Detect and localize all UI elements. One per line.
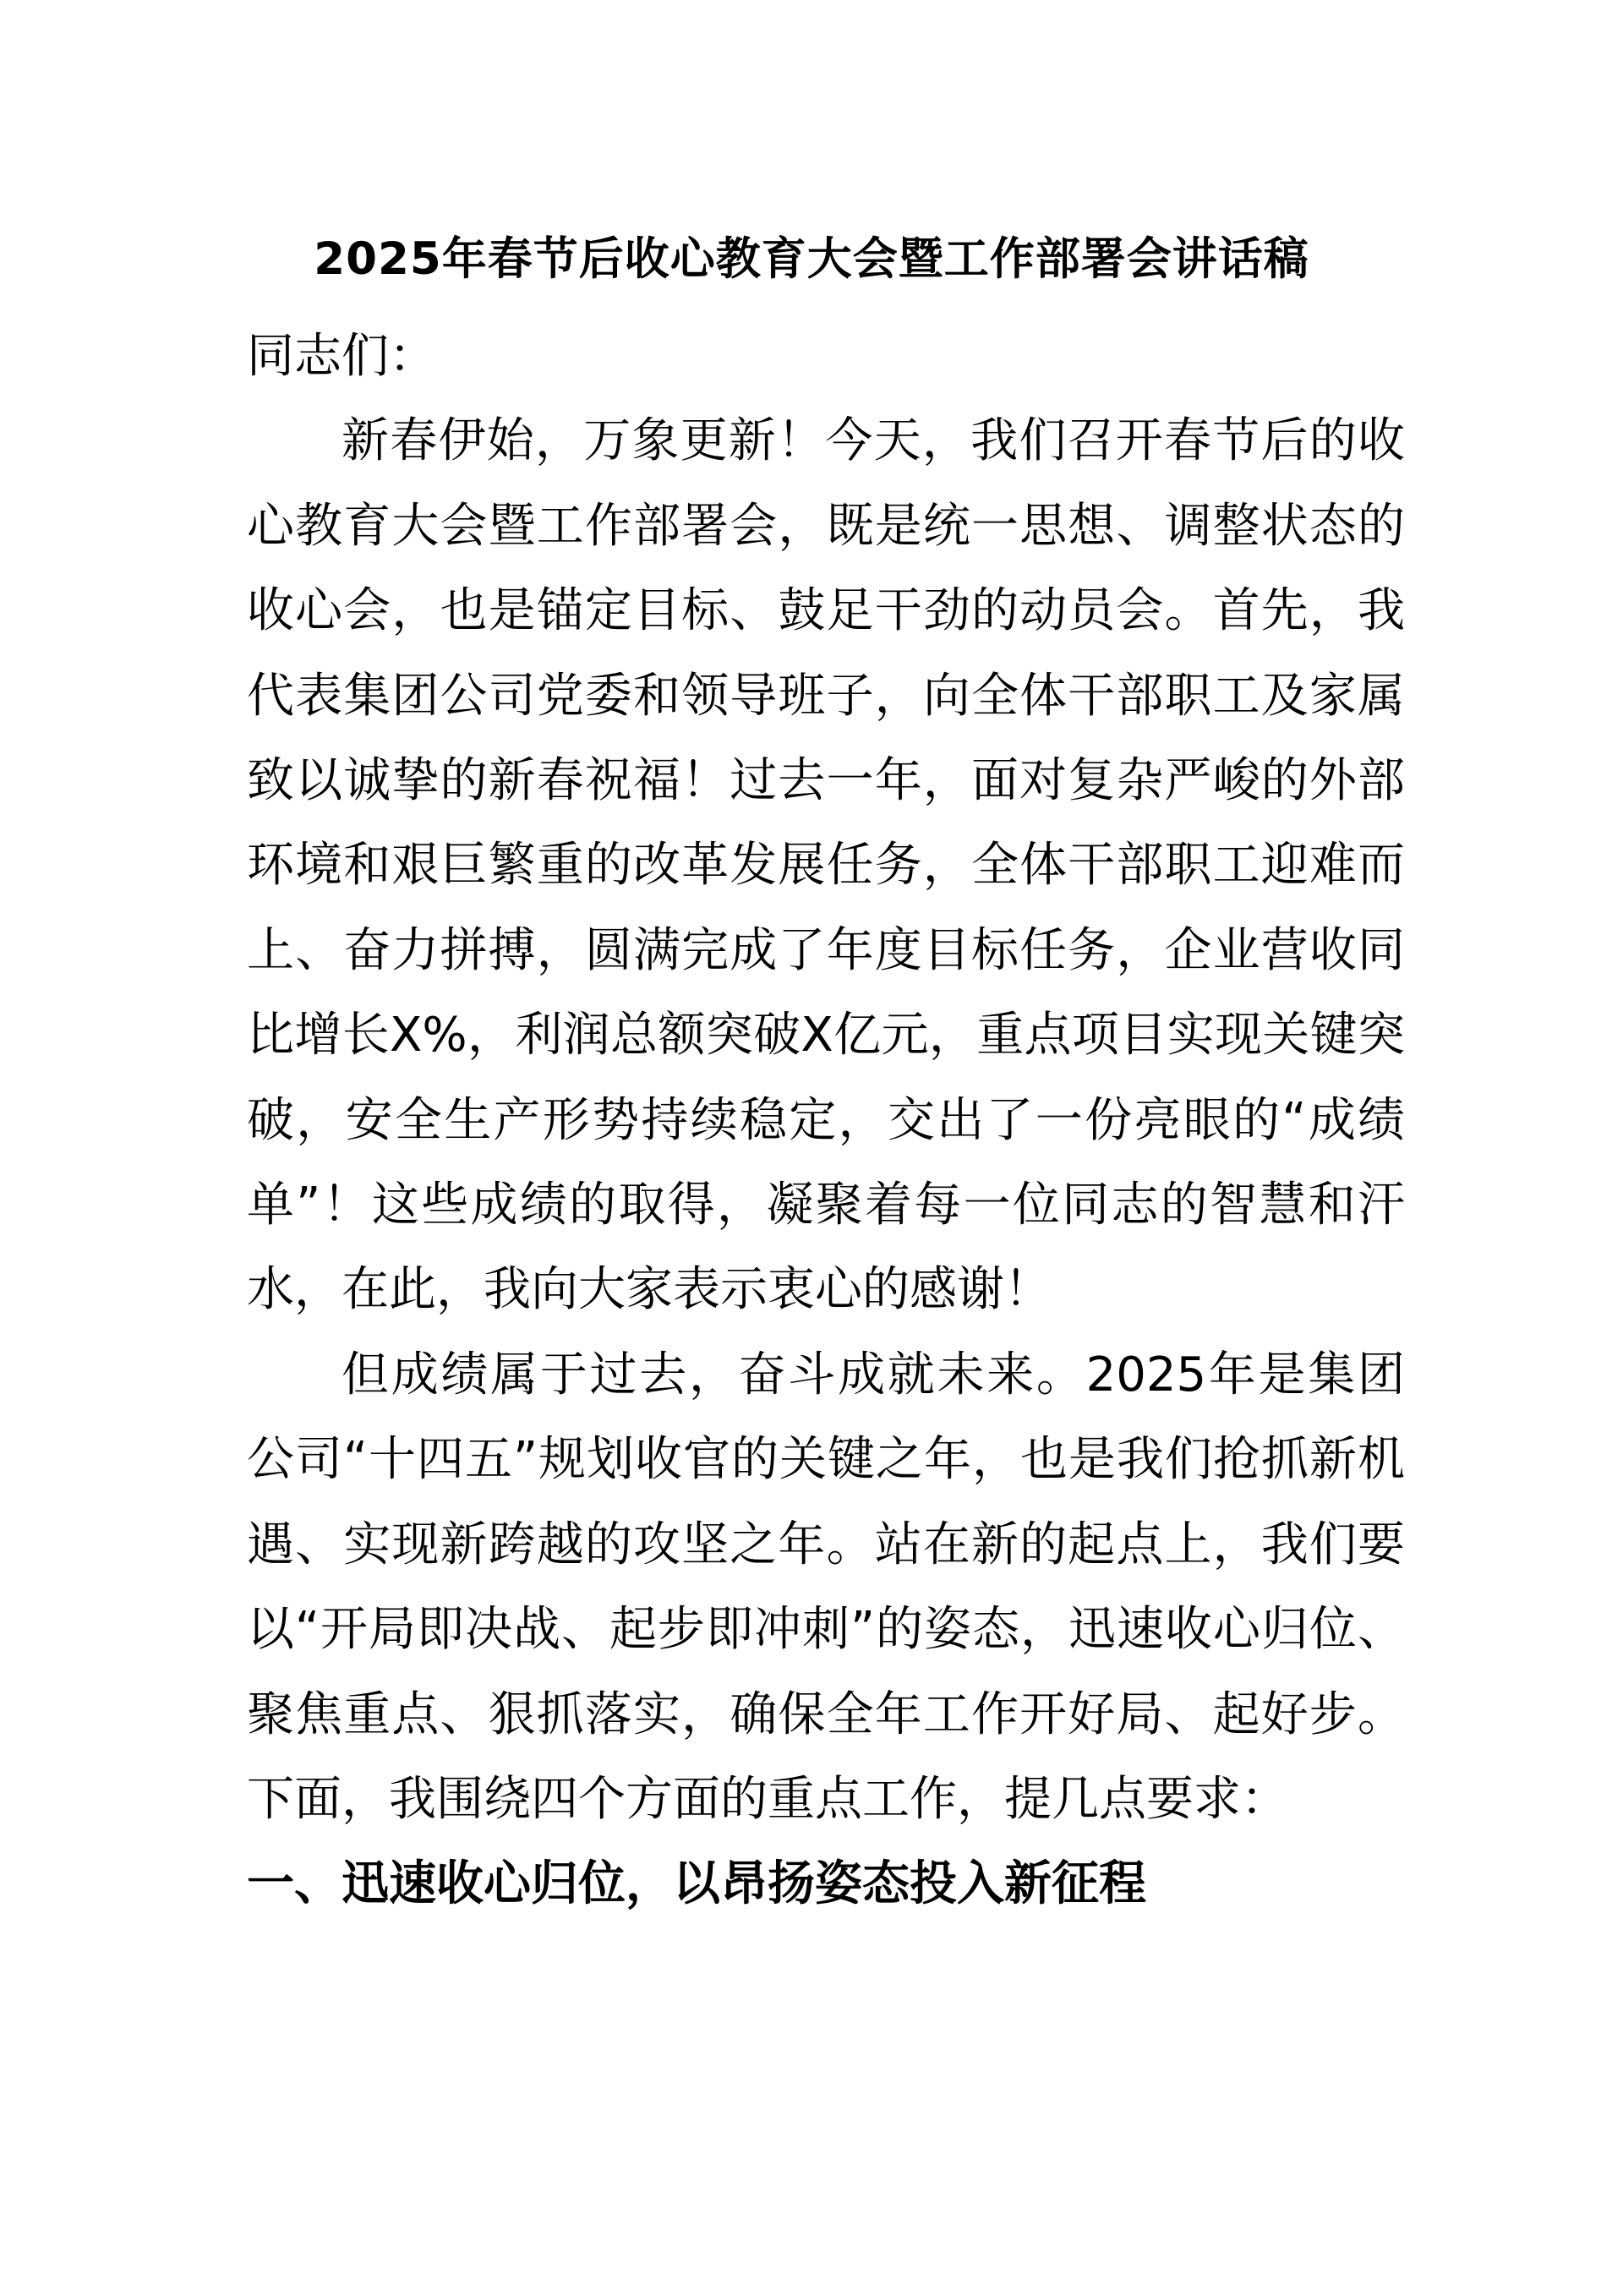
- paragraph-opening: 新春伊始，万象更新！今天，我们召开春节后的收心教育大会暨工作部署会，既是统一思想、调整状态的收心会，也是锚定目标、鼓足干劲的动员会。首先，我代表集团公司党委和领导班子，向全体干部职工及家属致以诚挚的新春祝福！过去一年，面对复杂严峻的外部环境和艰巨繁重的改革发展任务，全体干部职工迎难而上、奋力拼搏，圆满完成了年度目标任务，企业营收同比增长X%，利润总额突破X亿元，重点项目实现关键突破，安全生产形势持续稳定，交出了一份亮眼的“成绩单”！这些成绩的取得，凝聚着每一位同志的智慧和汗水，在此，我向大家表示衷心的感谢！: [247, 413, 1405, 1318]
- document-title: 2025年春节后收心教育大会暨工作部署会讲话稿: [314, 233, 1309, 285]
- greeting-line: 同志们：: [247, 329, 436, 384]
- paragraph-transition: 但成绩属于过去，奋斗成就未来。2025年是集团公司“十四五”规划收官的关键之年，也是我们抢抓新机遇、实现新跨越的攻坚之年。站在新的起点上，我们要以“开局即决战、起步即冲刺”的姿态，迅速收心归位、聚焦重点、狠抓落实，确保全年工作开好局、起好步。下面，我围绕四个方面的重点工作，提几点要求：: [247, 1347, 1405, 1827]
- document-body: [247, 314, 1405, 1927]
- section-heading-1: 一、迅速收心归位，以昂扬姿态投入新征程: [247, 1856, 1146, 1912]
